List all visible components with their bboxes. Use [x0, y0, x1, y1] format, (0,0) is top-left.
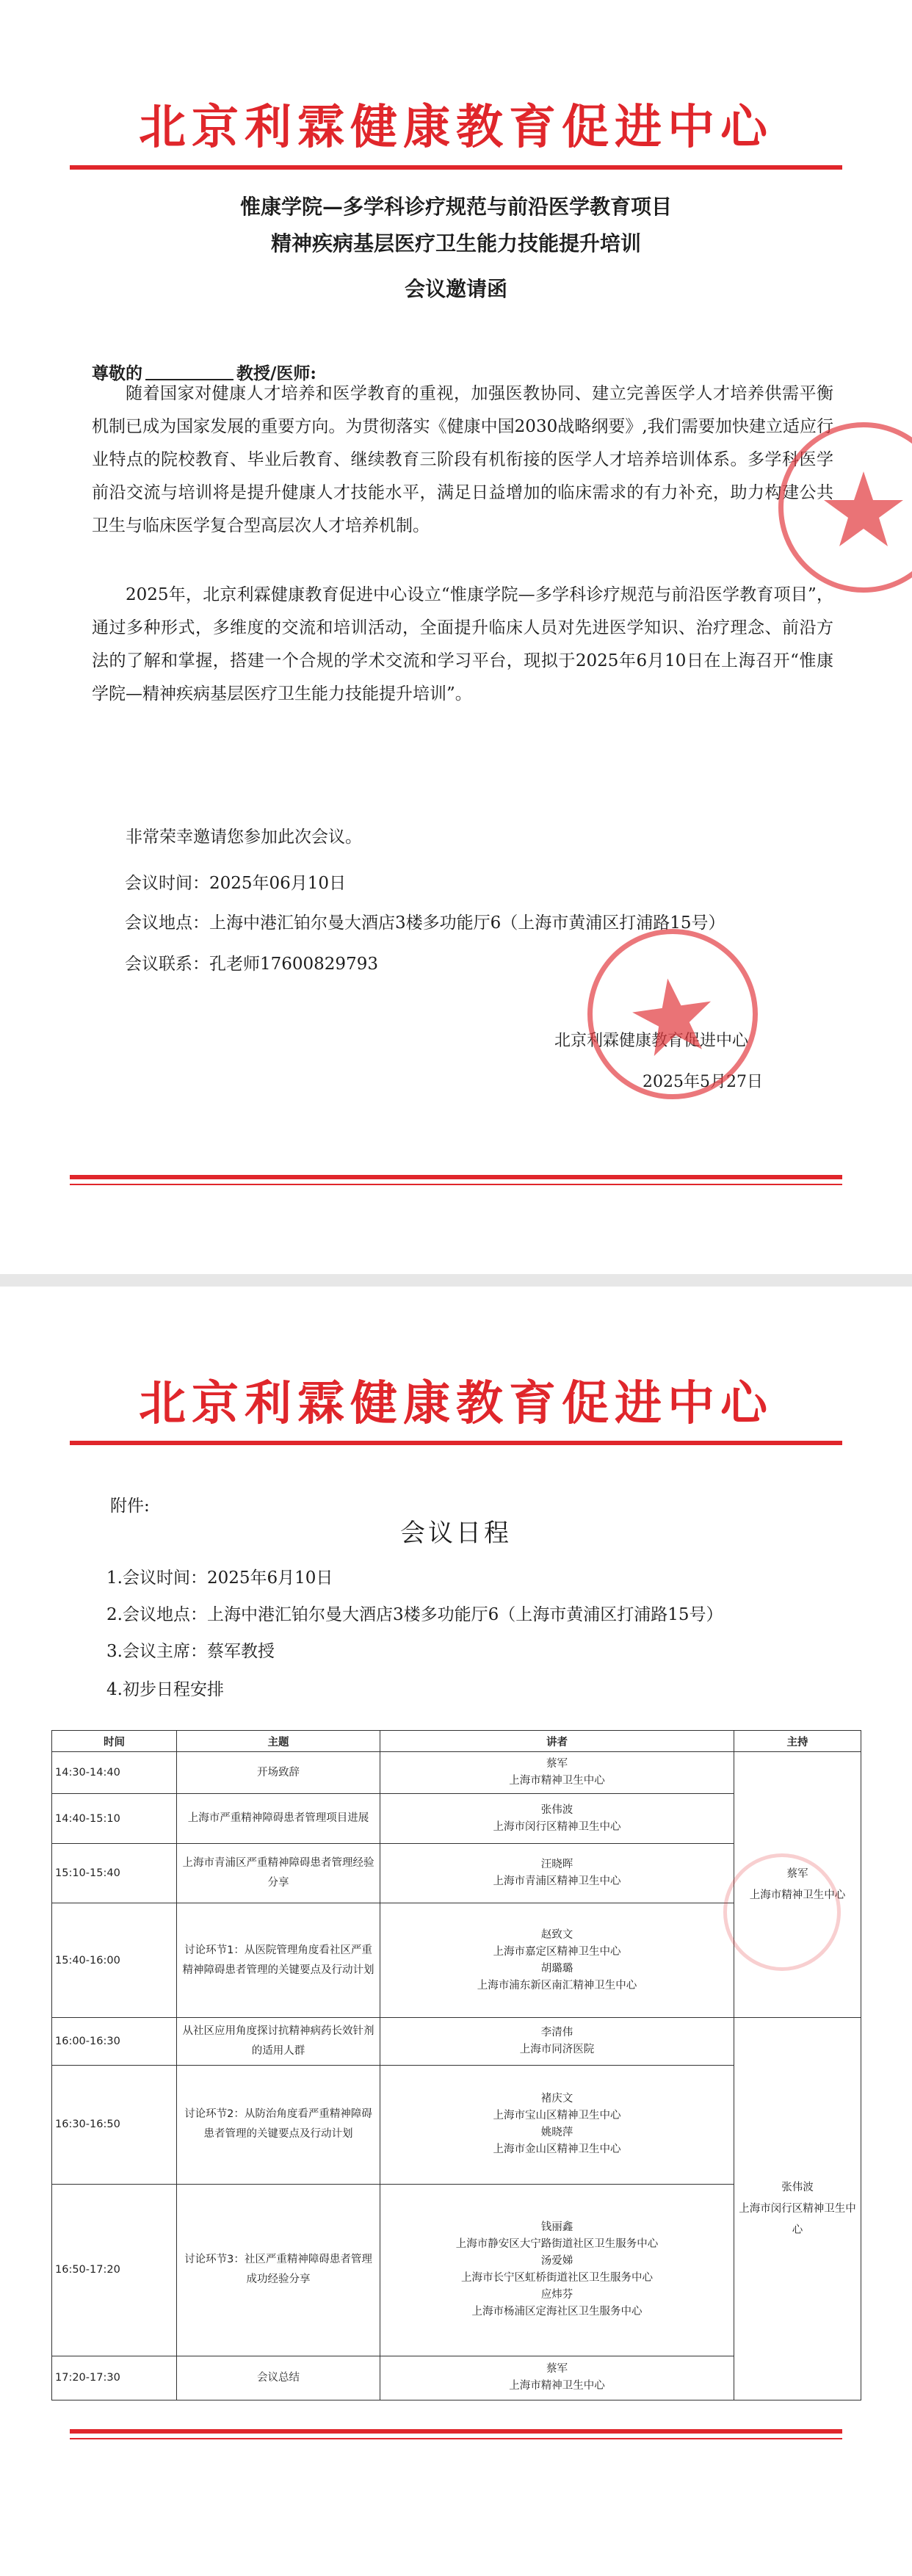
table-header-row	[52, 1731, 861, 1752]
topic-cell: 会议总结	[177, 2356, 380, 2400]
time-cell: 14:40-15:10	[52, 1794, 177, 1844]
time-cell: 16:50-17:20	[52, 2184, 177, 2356]
speaker-org: 上海市嘉定区精神卫生中心	[493, 1945, 621, 1958]
info-line: 1.会议时间：2025年6月10日	[106, 1569, 333, 1588]
topic-cell: 讨论环节1：从医院管理角度看社区严重精神障碍患者管理的关键要点及行动计划	[177, 1903, 380, 2017]
speaker-cell	[380, 1903, 734, 2017]
speaker-name: 张伟波	[540, 1803, 573, 1816]
footer-rule	[70, 1175, 842, 1179]
speaker-org: 上海市杨浦区定海社区卫生服务中心	[471, 2306, 643, 2318]
table-row	[52, 2018, 861, 2066]
signature-org: 北京利霖健康教育促进中心	[554, 1032, 749, 1050]
speaker-name: 蔡军	[546, 1758, 568, 1770]
official-seal	[778, 422, 912, 593]
speaker-org: 上海市同济医院	[519, 2044, 595, 2056]
speaker-name: 褚庆文	[540, 2093, 573, 2105]
invitation-page	[0, 0, 912, 1274]
info-line: 2.会议地点：上海中港汇铂尔曼大酒店3楼多功能厅6（上海市黄浦区打浦路15号）	[106, 1605, 723, 1624]
speaker-cell	[380, 1752, 734, 1794]
time-cell: 15:40-16:00	[52, 1903, 177, 2017]
info-line: 4.初步日程安排	[106, 1680, 224, 1699]
org-header: 北京利霖健康教育促进中心	[139, 101, 773, 155]
column-header: 主持	[734, 1731, 861, 1752]
attachment-label: 附件:	[110, 1497, 150, 1516]
speaker-cell	[380, 2184, 734, 2356]
speaker-org: 上海市金山区精神卫生中心	[493, 2143, 621, 2156]
speaker-org: 上海市静安区大宁路街道社区卫生服务中心	[455, 2238, 659, 2251]
meeting-place: 会议地点：上海中港汇铂尔曼大酒店3楼多功能厅6（上海市黄浦区打浦路15号）	[125, 913, 725, 933]
speaker-name: 汪晓晖	[540, 1858, 573, 1870]
speaker-org: 上海市青浦区精神卫生中心	[493, 1875, 621, 1887]
official-seal	[576, 918, 769, 1110]
title-line-2: 精神疾病基层医疗卫生能力技能提升培训	[270, 231, 641, 256]
seal-star-icon	[783, 427, 912, 587]
topic-cell: 讨论环节3：社区严重精神障碍患者管理成功经验分享	[177, 2184, 380, 2356]
speaker-cell	[380, 2356, 734, 2400]
speaker-cell	[380, 2018, 734, 2066]
topic-cell: 讨论环节2：从防治角度看严重精神障碍患者管理的关键要点及行动计划	[177, 2065, 380, 2184]
speaker-name: 胡璐璐	[540, 1962, 573, 1975]
title-line-1: 惟康学院—多学科诊疗规范与前沿医学教育项目	[239, 195, 672, 219]
schedule-table	[51, 1730, 861, 2400]
topic-cell: 上海市青浦区严重精神障碍患者管理经验分享	[177, 1844, 380, 1903]
table-row	[52, 1752, 861, 1794]
speaker-name: 汤爱娣	[540, 2255, 573, 2268]
topic-cell: 上海市严重精神障碍患者管理项目进展	[177, 1794, 380, 1844]
time-cell: 15:10-15:40	[52, 1844, 177, 1903]
meeting-time: 会议时间：2025年06月10日	[125, 874, 347, 893]
footer-rule-thin	[70, 2438, 842, 2439]
speaker-org: 上海市闵行区精神卫生中心	[493, 1820, 621, 1833]
speaker-org: 上海市精神卫生中心	[509, 1775, 605, 1787]
meeting-contact: 会议联系：孔老师17600829793	[125, 955, 378, 974]
host-org: 上海市闵行区精神卫生中心	[739, 2202, 856, 2236]
speaker-cell	[380, 1794, 734, 1844]
salutation-prefix: 尊敬的	[92, 363, 142, 383]
official-seal	[723, 1853, 841, 1971]
topic-cell: 开场致辞	[177, 1752, 380, 1794]
time-cell: 17:20-17:30	[52, 2356, 177, 2400]
footer-rule-thin	[70, 1184, 842, 1185]
column-header: 主题	[177, 1731, 380, 1752]
paragraph-2: 2025年，北京利霖健康教育促进中心设立“惟康学院—多学科诊疗规范与前沿医学教育项目”，通过多种形式，多维度的交流和培训活动，全面提升临床人员对先进医学知识、治疗理念、前沿方法的了解和掌握，搭建一个合规的学术交流和学习平台，现拟于2025年6月10日在上海召开“惟康学院—精神疾病基层医疗卫生能力技能提升培训”。	[92, 585, 833, 703]
speaker-name: 姚晓萍	[540, 2127, 573, 2139]
header-rule	[70, 1441, 842, 1445]
seal-star-icon	[582, 924, 763, 1104]
speaker-name: 蔡军	[546, 2363, 568, 2376]
salutation-suffix: 教授/医师:	[236, 363, 316, 383]
speaker-name: 李清伟	[540, 2027, 573, 2039]
signature-date: 2025年5月27日	[643, 1073, 763, 1091]
speaker-org: 上海市长宁区虹桥街道社区卫生服务中心	[461, 2272, 653, 2284]
host-name: 张伟波	[781, 2181, 814, 2193]
info-line: 3.会议主席：蔡军教授	[106, 1642, 275, 1661]
host-org: 上海市精神卫生中心	[749, 1889, 846, 1901]
schedule-title: 会议日程	[400, 1519, 512, 1548]
footer-rule	[70, 2429, 842, 2434]
speaker-name: 应炜芬	[540, 2289, 573, 2301]
time-cell: 14:30-14:40	[52, 1752, 177, 1794]
speaker-name: 赵致文	[540, 1928, 573, 1941]
speaker-org: 上海市宝山区精神卫生中心	[493, 2110, 621, 2122]
paragraph-1: 随着国家对健康人才培养和医学教育的重视，加强医教协同、建立完善医学人才培养供需平衡机制已成为国家发展的重要方向。为贯彻落实《健康中国2030战略纲要》,我们需要加快建立适应行业特点的院校教育、毕业后教育、继续教育三阶段有机衔接的医学人才培养培训体系。多学科医学前沿交流与培训将是提升健康人才技能水平，满足日益增加的临床需求的有力补充，助力构建公共卫生与临床医学复合型高层次人才培养机制。	[92, 384, 833, 535]
column-header: 时间	[52, 1731, 177, 1752]
speaker-org: 上海市浦东新区南汇精神卫生中心	[477, 1979, 637, 1991]
speaker-org: 上海市精神卫生中心	[509, 2380, 605, 2392]
header-rule	[70, 165, 842, 170]
host-name: 蔡军	[786, 1867, 808, 1880]
speaker-name: 钱丽鑫	[540, 2221, 573, 2234]
host-cell	[734, 2018, 861, 2400]
topic-cell: 从社区应用角度探讨抗精神病药长效针剂的适用人群	[177, 2018, 380, 2066]
time-cell: 16:30-16:50	[52, 2065, 177, 2184]
org-header: 北京利霖健康教育促进中心	[139, 1377, 773, 1431]
speaker-cell	[380, 1844, 734, 1903]
speaker-cell	[380, 2065, 734, 2184]
time-cell: 16:00-16:30	[52, 2018, 177, 2066]
column-header: 讲者	[380, 1731, 734, 1752]
title-line-3: 会议邀请函	[404, 277, 507, 301]
paragraph-3: 非常荣幸邀请您参加此次会议。	[126, 828, 362, 847]
schedule-page	[0, 1287, 912, 2576]
